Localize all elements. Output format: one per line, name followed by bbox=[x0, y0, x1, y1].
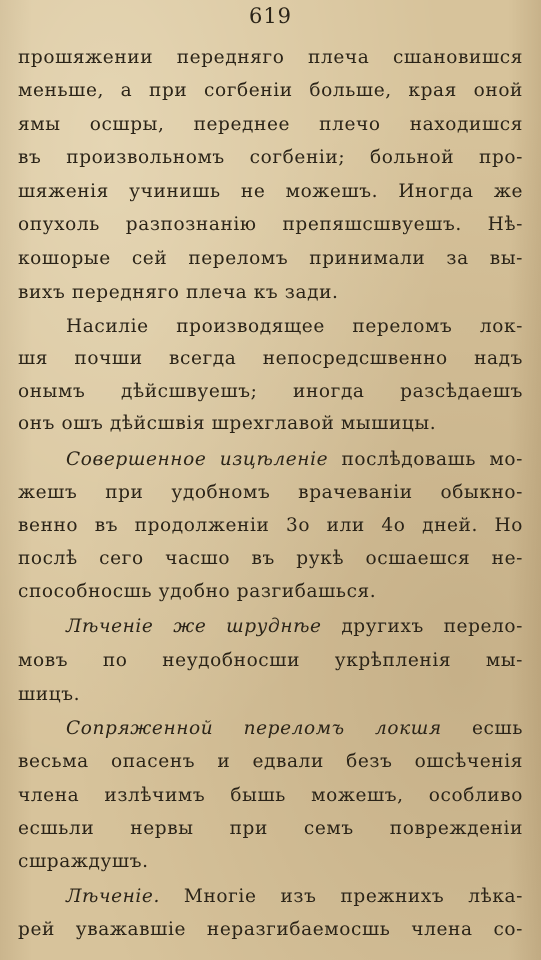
text-line: прошяжении передняго плеча сшановишся bbox=[18, 47, 523, 68]
text-line: въ произвольномъ согбенiи; больной про- bbox=[18, 147, 523, 168]
text-line: шя почши всегда непосредсшвенно надъ bbox=[18, 348, 523, 369]
text-line: шяженiя учинишь не можешъ. Иногда же bbox=[18, 181, 523, 202]
text-line: венно въ продолженiи 3о или 4о дней. Но bbox=[18, 515, 523, 536]
text-line: послѣ сего часшо въ рукѣ осшаешся не- bbox=[18, 548, 523, 569]
text-line bbox=[66, 714, 523, 744]
text-span: другихъ перело- bbox=[321, 616, 524, 637]
text-line bbox=[66, 445, 523, 475]
text-line: весьма опасенъ и едвали безъ ошсѣченiя bbox=[18, 751, 523, 772]
text-line: онъ ошъ дѣйсшвiя шрехглавой мышицы. bbox=[18, 413, 437, 434]
text-span: послѣдовашь мо- bbox=[328, 449, 524, 470]
text-line: вихъ передняго плеча къ зади. bbox=[18, 282, 339, 303]
text-line: члена излѣчимъ бышь можешъ, особливо bbox=[18, 785, 523, 806]
text-line: есшьли нервы при семъ поврежденiи bbox=[18, 818, 523, 839]
text-line: сшраждушъ. bbox=[18, 851, 149, 872]
text-line: онымъ дѣйсшвуешъ; иногда разсѣдаешъ bbox=[18, 381, 523, 402]
text-line: ямы осшры, переднее плечо находишся bbox=[18, 114, 523, 135]
text-line bbox=[66, 882, 523, 912]
page-number: 619 bbox=[248, 4, 293, 28]
text-line: кошорые сей переломъ принимали за вы- bbox=[18, 248, 523, 269]
text-line: Насилiе производящее переломъ лок- bbox=[66, 316, 523, 337]
text-span: есшь bbox=[441, 718, 523, 739]
text-line: мовъ по неудобносши укрѣпленiя мы- bbox=[18, 650, 523, 671]
italic-heading: Сопряженной переломъ локшя bbox=[66, 718, 442, 739]
text-line: способносшь удобно разгибашься. bbox=[18, 581, 377, 602]
text-line: жешъ при удобномъ врачеванiи обыкно- bbox=[18, 482, 523, 503]
italic-heading: Совершенное изцѣленiе bbox=[66, 449, 329, 470]
text-line: шицъ. bbox=[18, 684, 81, 705]
italic-heading: Лѣченiе же шруднѣе bbox=[66, 616, 322, 637]
text-line: опухоль разпознанiю препяшсшвуешъ. Нѣ- bbox=[18, 214, 523, 235]
text-line bbox=[66, 612, 523, 642]
text-line: рей уважавшiе неразгибаемосшь члена со- bbox=[18, 919, 523, 940]
italic-heading: Лѣченiе. bbox=[66, 886, 160, 907]
text-line: меньше, а при согбенiи больше, края оной bbox=[18, 80, 523, 101]
text-span: Многiе изъ прежнихъ лѣка- bbox=[159, 886, 523, 907]
